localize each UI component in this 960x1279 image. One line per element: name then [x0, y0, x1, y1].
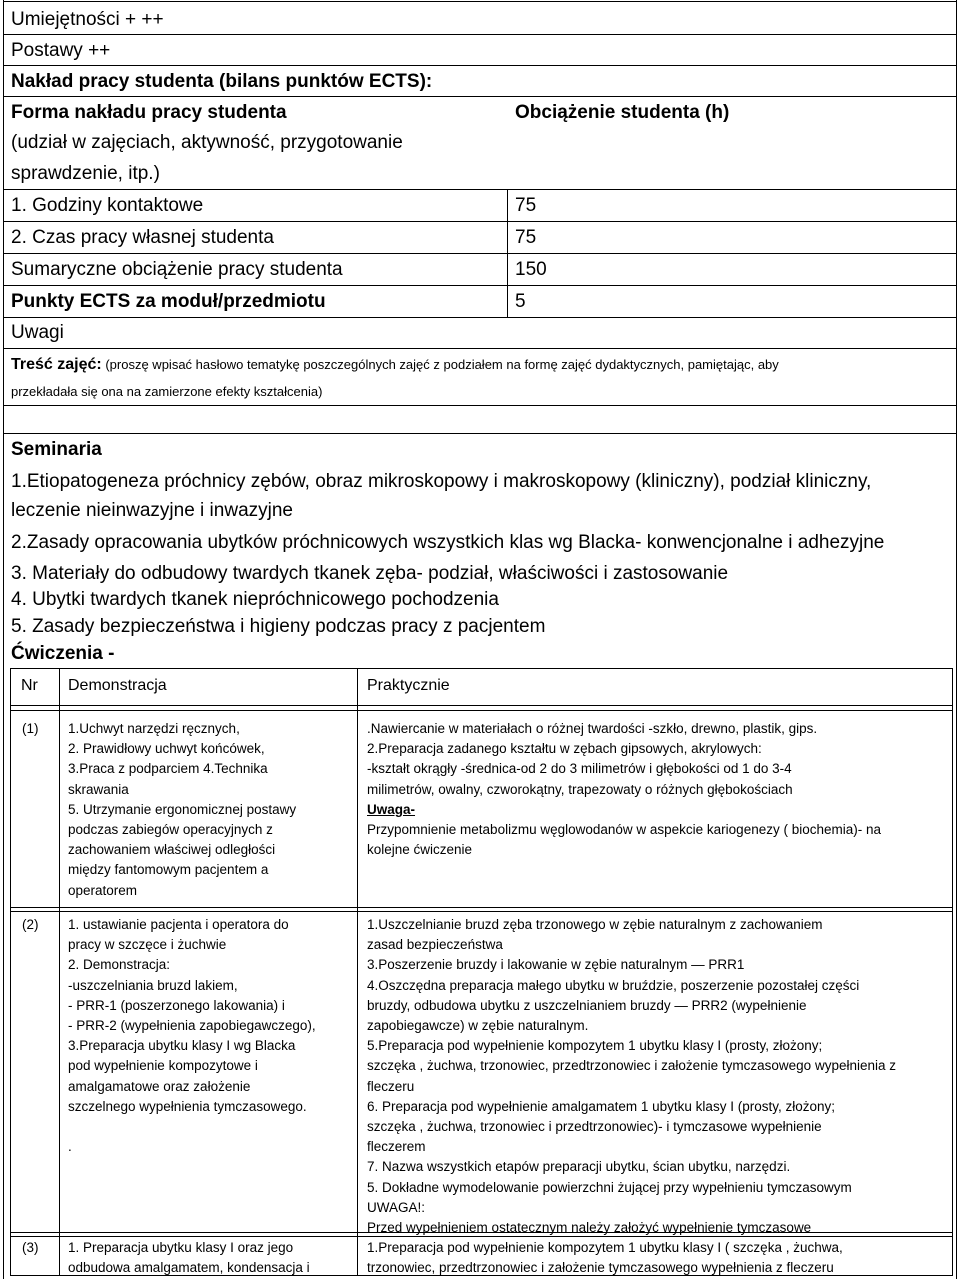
divider	[3, 65, 957, 66]
ects-value: 5	[515, 291, 526, 312]
czas-label: 2. Czas pracy własnej studenta	[11, 227, 274, 248]
list-item: milimetrów, owalny, czworokątny, trapezowaty o różnych głębokościach	[367, 781, 793, 797]
list-item: zapobiegawcze) w zębie naturalnym.	[367, 1018, 589, 1034]
list-item: 2. Prawidłowy uchwyt końcówek,	[68, 741, 265, 757]
list-item: podczas zabiegów operacyjnych z	[68, 822, 273, 838]
divider	[3, 189, 957, 190]
naklad-heading: Nakład pracy studenta (bilans punktów ECTS):	[11, 71, 433, 92]
forma-sub2: sprawdzenie, itp.)	[11, 163, 160, 184]
list-item: szczęka , żuchwa, trzonowiec, przedtrzonowiec i założenie tymczasowego wypełnienia z	[367, 1058, 896, 1074]
divider	[3, 221, 957, 222]
row-2-nr: (2)	[22, 917, 39, 932]
cwiczenia-title: Ćwiczenia -	[11, 643, 115, 664]
seminaria-item: 3. Materiały do odbudowy twardych tkanek zęba- podział, właściwości i zastosowanie	[11, 563, 729, 584]
table-line	[357, 668, 358, 1276]
czas-value: 75	[515, 227, 537, 248]
list-item: 2. Demonstracja:	[68, 957, 171, 973]
col-header-praktycznie: Praktycznie	[367, 677, 450, 694]
list-item: 1.Uszczelnianie bruzd zęba trzonowego w zębie naturalnym z zachowaniem	[367, 917, 823, 932]
seminaria-item: 2.Zasady opracowania ubytków próchnicowych wszystkich klas wg Blacka- konwencjonalne i adhezyjne	[11, 532, 885, 553]
umiejetnosci-text: Umiejętności + ++	[11, 9, 164, 30]
row-3-prak	[367, 1238, 843, 1278]
list-item: 3.Poszerzenie bruzdy i lakowanie w zębie naturalnym — PRR1	[367, 957, 745, 973]
ects-label: Punkty ECTS za moduł/przedmiotu	[11, 291, 326, 312]
table-line	[10, 911, 953, 912]
list-item: - PRR-1 (poszerzonego lakowania) i	[68, 997, 285, 1013]
list-item: .Nawiercanie w materiałach o różnej twardości -szkło, drewno, plastik, gips.	[367, 721, 818, 736]
col-header-nr: Nr	[21, 677, 38, 694]
list-item: zasad bezpieczeństwa	[367, 937, 503, 953]
seminaria-item: 5. Zasady bezpieczeństwa i higieny podczas pracy z pacjentem	[11, 616, 546, 637]
divider	[3, 285, 957, 286]
tresc-desc2: przekładała się ona na zamierzone efekty kształcenia)	[11, 384, 323, 399]
divider	[3, 433, 957, 434]
tresc-desc1: (proszę wpisać hasłowo tematykę poszczególnych zajęć z podziałem na formę zajęć dydaktycznych, pamiętając, aby	[101, 357, 779, 372]
list-item: 5. Utrzymanie ergonomicznej postawy	[68, 801, 297, 817]
list-item: bruzdy, odbudowa ubytku z uszczelnianiem bruzdy — PRR2 (wypełnienie	[367, 997, 807, 1013]
row-2-prak	[367, 915, 896, 1238]
forma-label: Forma nakładu pracy studenta	[11, 102, 287, 123]
top-border	[3, 1, 957, 2]
uwagi-label: Uwagi	[11, 322, 64, 343]
list-item	[68, 1117, 316, 1137]
table-line	[10, 907, 953, 908]
list-item: pod wypełnienie kompozytowe i	[68, 1058, 258, 1074]
list-item: między fantomowym pacjentem a	[68, 862, 269, 878]
list-item: skrawania	[68, 781, 129, 797]
list-item: 3.Praca z podparciem 4.Technika	[68, 761, 268, 777]
tresc-line1	[11, 356, 779, 374]
list-item: szczelnego wypełnienia tymczasowego.	[68, 1098, 307, 1114]
border-left	[3, 0, 4, 1279]
list-item: amalgamatowe oraz założenie	[68, 1078, 251, 1094]
list-item: 5. Dokładne wymodelowanie powierzchni żującej przy wypełnieniu tymczasowym	[367, 1179, 852, 1195]
tresc-label: Treść zajęć:	[11, 356, 102, 373]
list-item: 5.Preparacja pod wypełnienie kompozytem 1 ubytku klasy I (prosty, złożony;	[367, 1038, 823, 1054]
uwaga-label: Uwaga-	[367, 801, 416, 817]
list-item: 3.Preparacja ubytku klasy I wg Blacka	[68, 1038, 296, 1054]
seminaria-item: 4. Ubytki twardych tkanek niepróchnicowego pochodzenia	[11, 589, 499, 610]
divider	[3, 34, 957, 35]
list-item: 6. Preparacja pod wypełnienie amalgamatem 1 ubytku klasy I (prosty, złożony;	[367, 1098, 835, 1114]
seminaria-item: leczenie nieinwazyjne i inwazyjne	[11, 500, 293, 521]
list-item: odbudowa amalgamatem, kondensacja i	[68, 1260, 310, 1276]
list-item: Przypomnienie metabolizmu węglowodanów w aspekcie kariogenezy ( biochemia)- na	[367, 822, 882, 838]
table-line	[10, 668, 11, 1276]
row-3-nr: (3)	[22, 1240, 39, 1255]
row-1-demo	[68, 719, 296, 901]
row-1-prak	[367, 719, 881, 860]
table-line	[10, 710, 953, 711]
row-3-demo	[68, 1238, 310, 1278]
list-item: fleczerem	[367, 1139, 426, 1155]
list-item: -uszczelniania bruzd lakiem,	[68, 977, 238, 993]
sumaryczne-value: 150	[515, 259, 547, 280]
table-line	[10, 668, 953, 669]
seminaria-title: Seminaria	[11, 439, 102, 460]
list-item: trzonowiec, przedtrzonowiec i założenie tymczasowego wypełnienia z fleczeru	[367, 1260, 834, 1276]
table-line	[10, 705, 953, 706]
table-line	[952, 668, 953, 1276]
list-item: .	[68, 1139, 72, 1155]
godziny-value: 75	[515, 195, 537, 216]
list-item: kolejne ćwiczenie	[367, 842, 473, 858]
divider	[3, 253, 957, 254]
forma-sub1: (udział w zajęciach, aktywność, przygotowanie	[11, 132, 403, 153]
list-item: zachowaniem właściwej odległości	[68, 842, 276, 858]
list-item: 1. ustawianie pacjenta i operatora do	[68, 917, 289, 932]
row-1-nr: (1)	[22, 721, 39, 736]
list-item: 1.Preparacja pod wypełnienie kompozytem 1 ubytku klasy I ( szczęka , żuchwa,	[367, 1240, 843, 1255]
divider	[3, 96, 957, 97]
list-item: 1.Uchwyt narzędzi ręcznych,	[68, 721, 240, 736]
postawy-text: Postawy ++	[11, 40, 111, 61]
seminaria-item: 1.Etiopatogeneza próchnicy zębów, obraz mikroskopowy i makroskopowy (kliniczny), podział kliniczny,	[11, 471, 872, 492]
list-item: - PRR-2 (wypełnienia zapobiegawczego),	[68, 1018, 316, 1034]
list-item: fleczeru	[367, 1078, 415, 1094]
divider	[3, 405, 957, 406]
row-2-demo	[68, 915, 316, 1157]
list-item: 4.Oszczędna preparacja małego ubytku w bruździe, poszerzenie pozostałej części	[367, 977, 860, 993]
sumaryczne-label: Sumaryczne obciążenie pracy studenta	[11, 259, 343, 280]
list-item: Przed wypełnieniem ostatecznym należy założyć wypełnienie tymczasowe	[367, 1220, 812, 1236]
obciazenie-label: Obciążenie studenta (h)	[515, 102, 730, 123]
list-item: 1. Preparacja ubytku klasy I oraz jego	[68, 1240, 294, 1255]
table-line	[59, 668, 60, 1276]
divider	[3, 317, 957, 318]
col-header-demonstracja: Demonstracja	[68, 677, 167, 694]
list-item: 7. Nazwa wszystkich etapów preparacji ubytku, ścian ubytku, narzędzi.	[367, 1159, 791, 1175]
godziny-label: 1. Godziny kontaktowe	[11, 195, 204, 216]
border-right	[956, 0, 957, 1279]
list-item: 2.Preparacja zadanego kształtu w zębach gipsowych, akrylowych:	[367, 741, 762, 757]
list-item: -kształt okrągły -średnica-od 2 do 3 milimetrów i głębokości od 1 do 3-4	[367, 761, 792, 777]
list-item: UWAGA!:	[367, 1199, 426, 1215]
divider	[3, 348, 957, 349]
list-item: pracy w szczęce i żuchwie	[68, 937, 227, 953]
list-item: operatorem	[68, 882, 138, 898]
list-item: szczęka , żuchwa, trzonowiec i przedtrzonowiec)- i tymczasowe wypełnienie	[367, 1119, 822, 1135]
